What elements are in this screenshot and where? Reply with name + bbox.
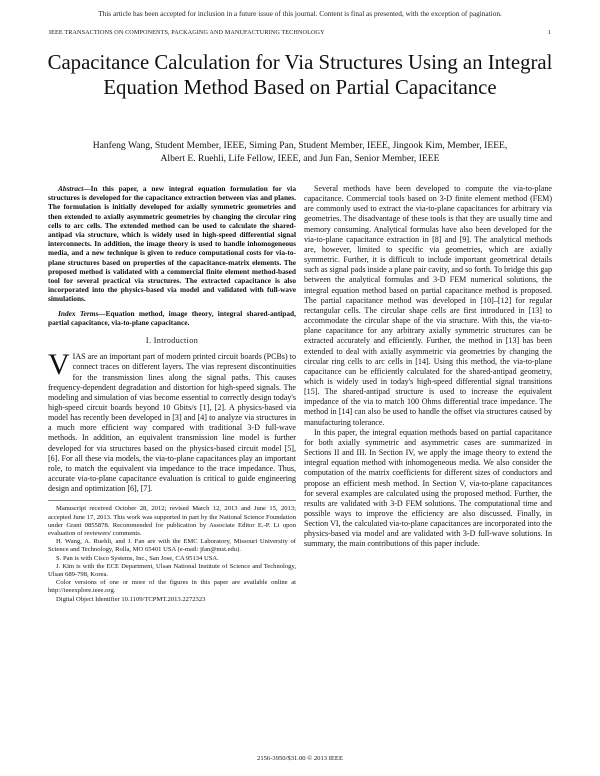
- copyright-line: 2156-3950/$31.00 © 2013 IEEE: [257, 755, 343, 762]
- footnotes: [48, 500, 296, 603]
- section-heading-introduction: I. Introduction: [145, 336, 199, 346]
- abstract: [48, 184, 296, 304]
- left-column: [48, 184, 296, 604]
- abstract-label: Abstract—: [58, 184, 91, 193]
- index-terms-label: Index Terms—: [58, 308, 106, 318]
- author-list: [60, 139, 540, 165]
- body-paragraph: Several methods have been developed to compute the via-to-plane capacitance. Commercial tools based on 3-D finite element method (FEM) are commonly used to extract the via-to-plane capacitances for arbitrary via geometries. The disadvantage of these tools is that they are usually time and memory consuming. Analytical formulas have also been developed for the via-to-plane capacitance extraction in [8] and [9]. The analytical methods are, however, limited to specific via geometries, which are axially symmetric. Further, it is difficult to include important geometrical details such as signal pads inside a plane pair cavity, and so forth. To bridge this gap between the analytical formulas and 3-D FEM numerical solutions, the integral equation method based on partial capacitance method is proposed. The partial capacitance method was developed in [10]–[12] for regular rectangular cells. The circular shape cells are first introduced in [13] to accommodate the circular shape of the via structure. With this, the via-to-plane capacitance for any arbitrary axially symmetric structures can be extracted accurately and efficiently. Further, the method in [13] has been extended to deal with axially asymmetric via geometries by changing the circular ring cells to arc cells in [14]. Using this method, the via-to-plane capacitance can be efficiently calculated for the shared-antipad geometry, which is widely used in today's high-speed differential signal transitions [15]. The shared-antipad structure is used to increase the equivalent impedance of the via to match 100 Ohms differential trace impedance. The method in [14] can also be used to handle the offset via structures caused by manufacturing tolerance.: [304, 184, 552, 427]
- running-header: [49, 29, 551, 36]
- journal-name: IEEE TRANSACTIONS ON COMPONENTS, PACKAGING AND MANUFACTURING TECHNOLOGY: [49, 29, 325, 36]
- authors-line-1: Hanfeng Wang, Student Member, IEEE, Siming Pan, Student Member, IEEE, Jingook Kim, Member, IEEE,: [92, 140, 508, 151]
- footnote: Manuscript received October 28, 2012; revised March 12, 2013 and June 15, 2013; accepted June 17, 2013. This work was supported in part by the National Science Foundation under Grant 0855878. Recommended for publication by Associate Editor E.-P. Li upon evaluation of reviewers' comments.: [48, 505, 296, 537]
- index-terms: [48, 309, 296, 327]
- right-column: [304, 184, 552, 550]
- abstract-text: In this paper, a new integral equation formulation for via structures is developed for the capacitance extraction between vias and planes. The formulation is initially developed for axially symmetric geometries and then extended to axially asymmetric geometries by changing the circular ring cells to arc cells. The extended method can be used to calculate the shared-antipad via structure, which is widely used in high-speed differential signal interconnects. In addition, the image theory is used to handle inhomogeneous media, and a new technique is given to reduce computational costs for via-to-plane structures based on properties of the capacitance-matrix elements. The proposed method is validated with a commercial finite element method-based tool for several practical via structures. The extracted capacitance is also incorporated into the physics-based via model and validated with full-wave simulations.: [48, 184, 296, 304]
- footnote: H. Wang, A. Ruehli, and J. Fan are with the EMC Laboratory, Missouri University of Science and Technology, Rolla, MO 65401 USA (e-mail: jfan@mst.edu).: [48, 538, 296, 554]
- page-number: 1: [547, 29, 551, 36]
- footnote: S. Pan is with Cisco Systems, Inc., San Jose, CA 95134 USA.: [56, 554, 219, 562]
- authors-line-2: Albert E. Ruehli, Life Fellow, IEEE, and Jun Fan, Senior Member, IEEE: [160, 153, 440, 164]
- acceptance-banner: This article has been accepted for inclusion in a future issue of this journal. Content is final as presented, with the exception of pagination.: [98, 9, 502, 18]
- intro-text: IAS are an important part of modern printed circuit boards (PCBs) to connect traces on different layers. The vias represent discontinuities for the transmission lines along the signal paths. This causes frequency-dependent degradation and distortion for high-speed signals. The modeling and simulation of vias become essential to correctly design today's high-speed circuit boards beyond 10 Gbits/s [1], [2]. A physics-based via model has recently been developed in [3] and [4] to analyze via structures in a much more efficient way compared with traditional 3-D full-wave methods. In addition, an equivalent transmission line model is further developed for via structures based on the physics-based circuit model [5], [6]. For all these via models, the via-to-plane capacitances play an important role, to match the equivalent via impedance to the trace impedance. Thus, accurate via-to-plane capacitance evaluation is critical to guide engineering design and optimization [6], [7].: [48, 352, 296, 494]
- footnote: Digital Object Identifier 10.1109/TCPMT.2013.2272323: [56, 595, 206, 603]
- body-paragraph: In this paper, the integral equation methods based on partial capacitance for both axially symmetric and asymmetric cases are summarized in Sections II and III. In Section IV, we apply the image theory to extend the integral equation method with inhomogeneous media. We also consider the computation of the matrix coefficients for different sizes of conductors and propose an efficient mesh method. In Section V, via-to-plane capacitances for several examples are calculated using the proposed method. Further, the results are validated with 3-D FEM solutions. The computational time and possible ways to improve the efficiency are also discussed. Finally, in Section VI, the calculated via-to-plane capacitances are incorporated into the physics-based via model and are validated with 3-D full-wave solutions. In summary, the main contributions of this paper include.: [304, 427, 552, 549]
- index-terms-text: Equation method, image theory, integral shared-antipad, partial capacitance, via-to-plane capacitance.: [48, 308, 296, 327]
- footnote: Color versions of one or more of the figures in this paper are available online at http://ieeexplore.ieee.org.: [48, 579, 296, 595]
- footnote: J. Kim is with the ECE Department, Ulsan National Institute of Science and Technology, Ulsan 689-798, Korea.: [48, 562, 296, 579]
- drop-cap: V: [48, 348, 70, 382]
- intro-paragraph: [48, 348, 296, 494]
- paper-title: Capacitance Calculation for Via Structures Using an Integral Equation Method Based on Partial Capacitance: [47, 51, 553, 99]
